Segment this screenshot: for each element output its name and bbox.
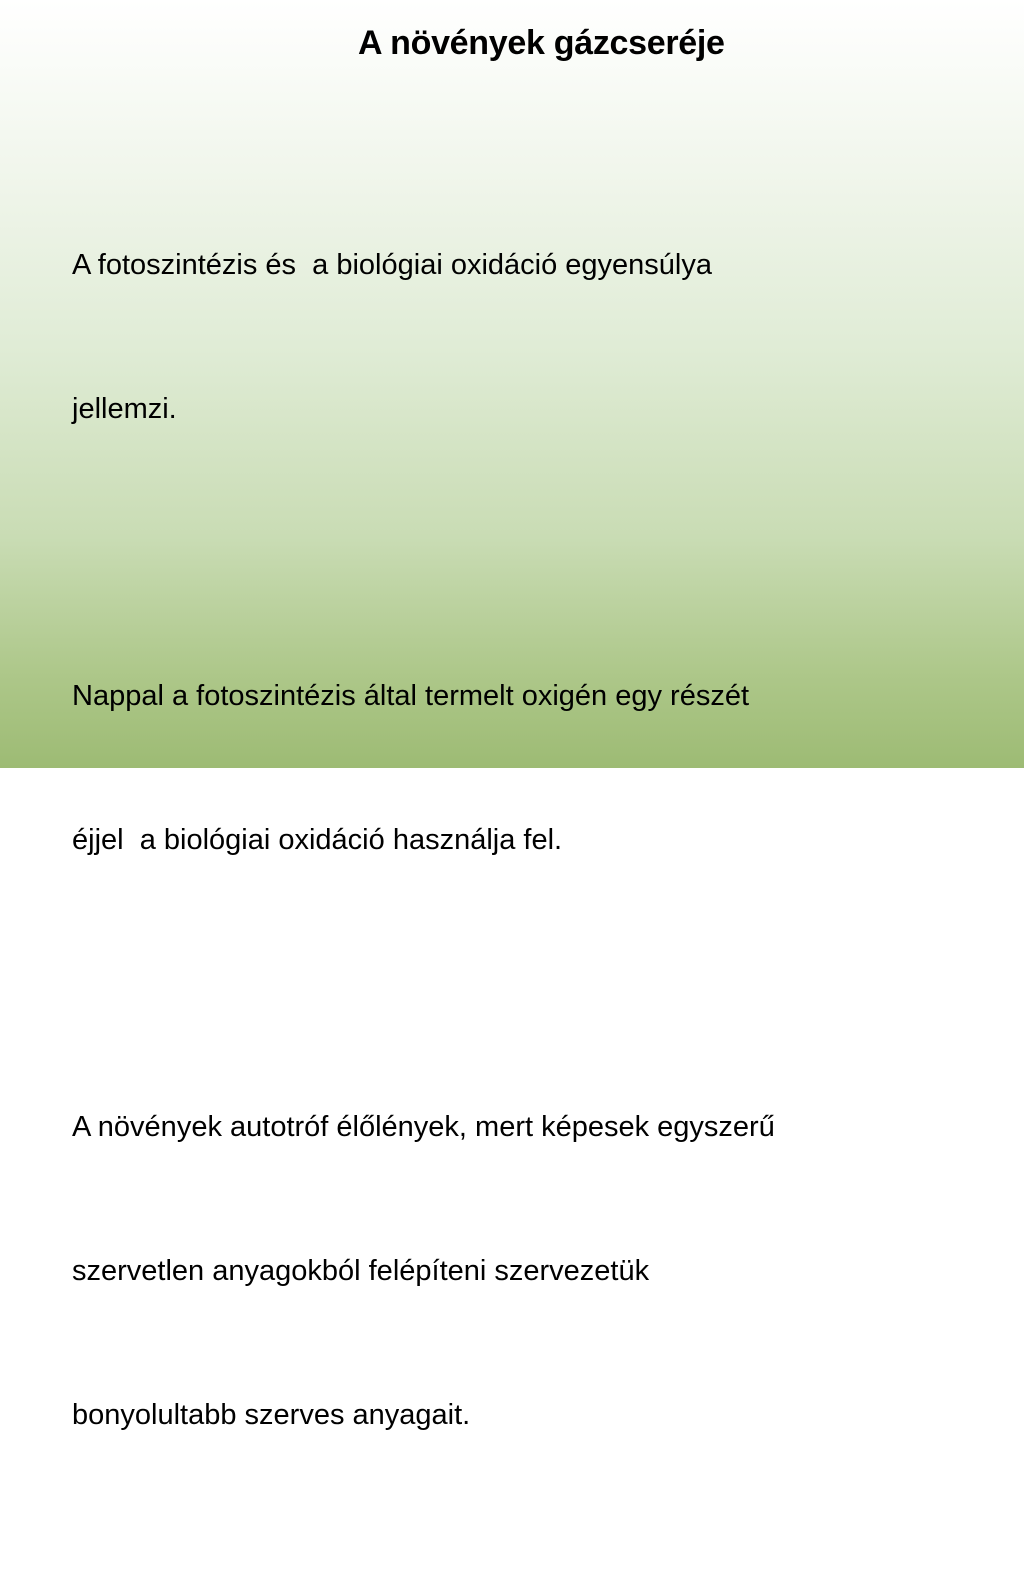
paragraph-3	[72, 1007, 972, 1535]
paragraph-line: A növények autotróf élőlények, mert képesek egyszerű	[72, 1111, 775, 1143]
paragraph-line: jellemzi.	[72, 393, 177, 425]
paragraph-line: éjjel a biológiai oxidáció használja fel.	[72, 824, 563, 856]
paragraph-1	[72, 145, 972, 529]
paragraph-line: bonyolultabb szerves anyagait.	[72, 1399, 471, 1431]
slide-body	[72, 145, 972, 1582]
paragraph-2	[72, 576, 972, 960]
slide-title: A növények gázcseréje	[358, 24, 725, 62]
paragraph-line: szervetlen anyagokból felépíteni szervezetük	[72, 1255, 650, 1287]
paragraph-line: A fotoszintézis és a biológiai oxidáció egyensúlya	[72, 249, 712, 281]
paragraph-line: Nappal a fotoszintézis által termelt oxigén egy részét	[72, 680, 750, 712]
